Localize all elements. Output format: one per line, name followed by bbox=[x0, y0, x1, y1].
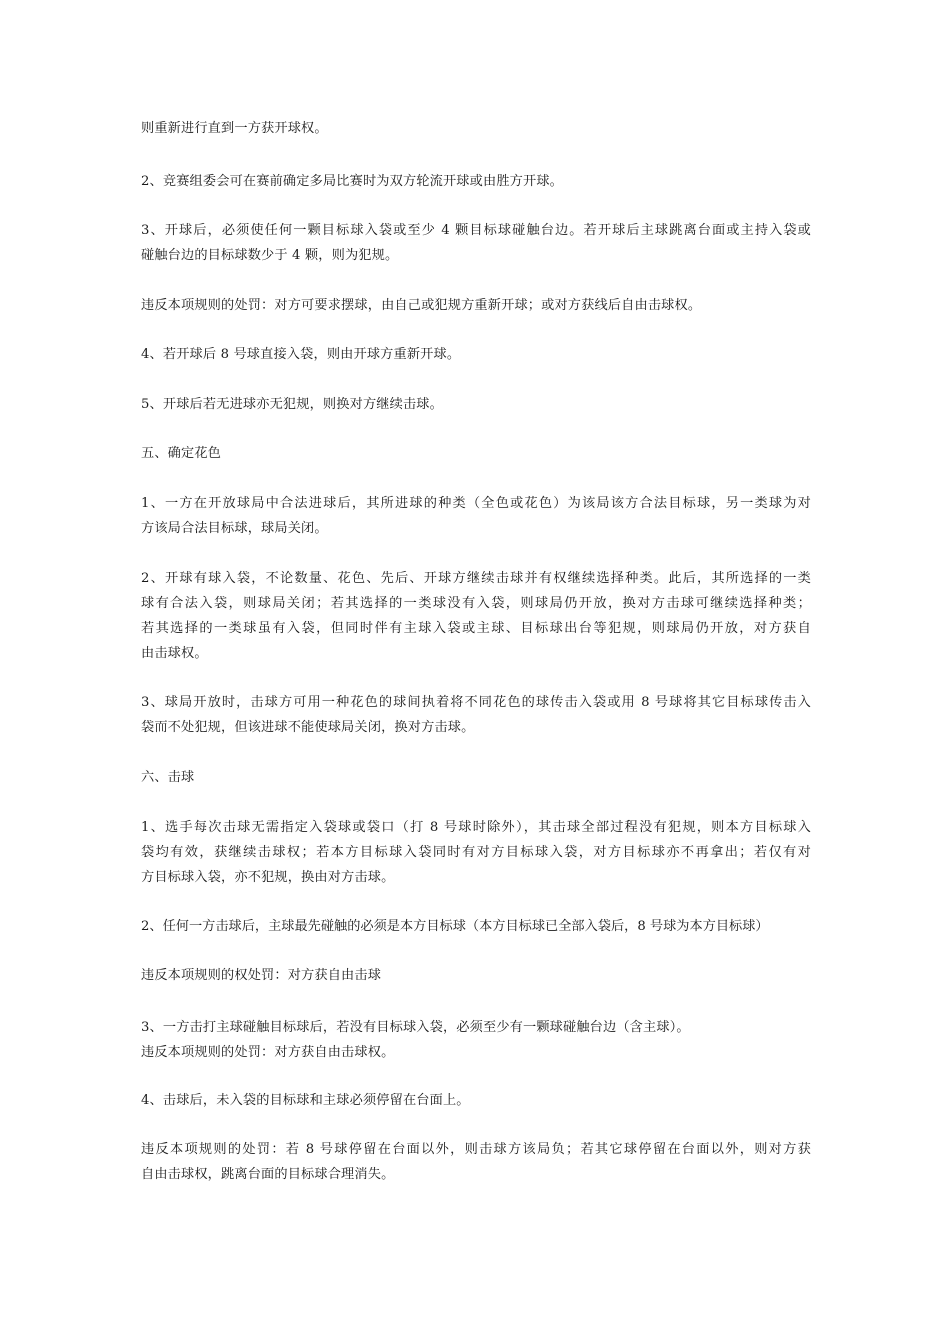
text-line: 六、击球 bbox=[141, 770, 195, 785]
paragraph bbox=[141, 914, 811, 939]
text-line: 袋而不处犯规，但该进球不能使球局关闭，换对方击球。 bbox=[141, 720, 475, 735]
text-line: 2、开球有球入袋，不论数量、花色、先后、开球方继续击球并有权继续选择种类。此后，其所选择的一类 bbox=[141, 571, 811, 586]
paragraph bbox=[141, 293, 811, 318]
text-line: 2、竞赛组委会可在赛前确定多局比赛时为双方轮流开球或由胜方开球。 bbox=[141, 174, 563, 189]
text-line: 碰触台边的目标球数少于 4 颗，则为犯规。 bbox=[141, 248, 399, 263]
text-line: 3、开球后，必须使任何一颗目标球入袋或至少 4 颗目标球碰触台边。若开球后主球跳离台面或主持入袋或 bbox=[141, 223, 811, 238]
text-line: 则重新进行直到一方获开球权。 bbox=[141, 121, 328, 136]
text-line: 1、一方在开放球局中合法进球后，其所进球的种类（全色或花色）为该局该方合法目标球，另一类球为对 bbox=[141, 496, 811, 511]
text-line: 4、击球后，未入袋的目标球和主球必须停留在台面上。 bbox=[141, 1093, 470, 1108]
paragraph bbox=[141, 491, 811, 541]
text-line: 违反本项规则的处罚：若 8 号球停留在台面以外，则击球方该局负；若其它球停留在台面以外，则对方获 bbox=[141, 1142, 811, 1157]
text-line: 方该局合法目标球，球局关闭。 bbox=[141, 521, 328, 536]
paragraph bbox=[141, 690, 811, 740]
paragraph bbox=[141, 815, 811, 890]
text-line: 2、任何一方击球后，主球最先碰触的必须是本方目标球（本方目标球已全部入袋后，8 号球为本方目标球） bbox=[141, 919, 769, 934]
text-line: 4、若开球后 8 号球直接入袋，则由开球方重新开球。 bbox=[141, 347, 461, 362]
text-line: 五、确定花色 bbox=[141, 446, 222, 461]
section-heading bbox=[141, 765, 811, 790]
paragraph bbox=[141, 116, 811, 141]
paragraph bbox=[141, 566, 811, 666]
text-line: 方目标球入袋，亦不犯规，换由对方击球。 bbox=[141, 870, 395, 885]
paragraph bbox=[141, 963, 811, 988]
paragraph bbox=[141, 1137, 811, 1187]
paragraph bbox=[141, 1088, 811, 1113]
text-line: 由击球权。 bbox=[141, 646, 208, 661]
text-line: 违反本项规则的处罚：对方可要求摆球，由自己或犯规方重新开球；或对方获线后自由击球权。 bbox=[141, 298, 702, 313]
text-line: 球有合法入袋，则球局关闭；若其选择的一类球没有入袋，则球局仍开放，换对方击球可继续选择种类； bbox=[141, 596, 811, 611]
text-line: 违反本项规则的处罚：对方获自由击球权。 bbox=[141, 1045, 395, 1060]
paragraph bbox=[141, 392, 811, 417]
text-line: 袋均有效，获继续击球权；若本方目标球入袋同时有对方目标球入袋，对方目标球亦不再拿出；若仅有对 bbox=[141, 845, 811, 860]
text-line: 3、球局开放时，击球方可用一种花色的球间执着将不同花色的球传击入袋或用 8 号球将其它目标球传击入 bbox=[141, 695, 811, 710]
text-line: 5、开球后若无进球亦无犯规，则换对方继续击球。 bbox=[141, 397, 443, 412]
text-line: 自由击球权，跳离台面的目标球合理消失。 bbox=[141, 1167, 395, 1182]
paragraph bbox=[141, 169, 811, 194]
text-line: 违反本项规则的权处罚：对方获自由击球 bbox=[141, 968, 382, 983]
text-line: 若其选择的一类球虽有入袋，但同时伴有主球入袋或主球、目标球出台等犯规，则球局仍开放，对方获自 bbox=[141, 621, 811, 636]
section-heading bbox=[141, 441, 811, 466]
text-line: 1、选手每次击球无需指定入袋球或袋口（打 8 号球时除外），其击球全部过程没有犯规，则本方目标球入 bbox=[141, 820, 811, 835]
text-line: 3、一方击打主球碰触目标球后，若没有目标球入袋，必须至少有一颗球碰触台边（含主球）。 bbox=[141, 1020, 690, 1035]
paragraph bbox=[141, 218, 811, 268]
paragraph bbox=[141, 342, 811, 367]
paragraph bbox=[141, 1015, 811, 1065]
